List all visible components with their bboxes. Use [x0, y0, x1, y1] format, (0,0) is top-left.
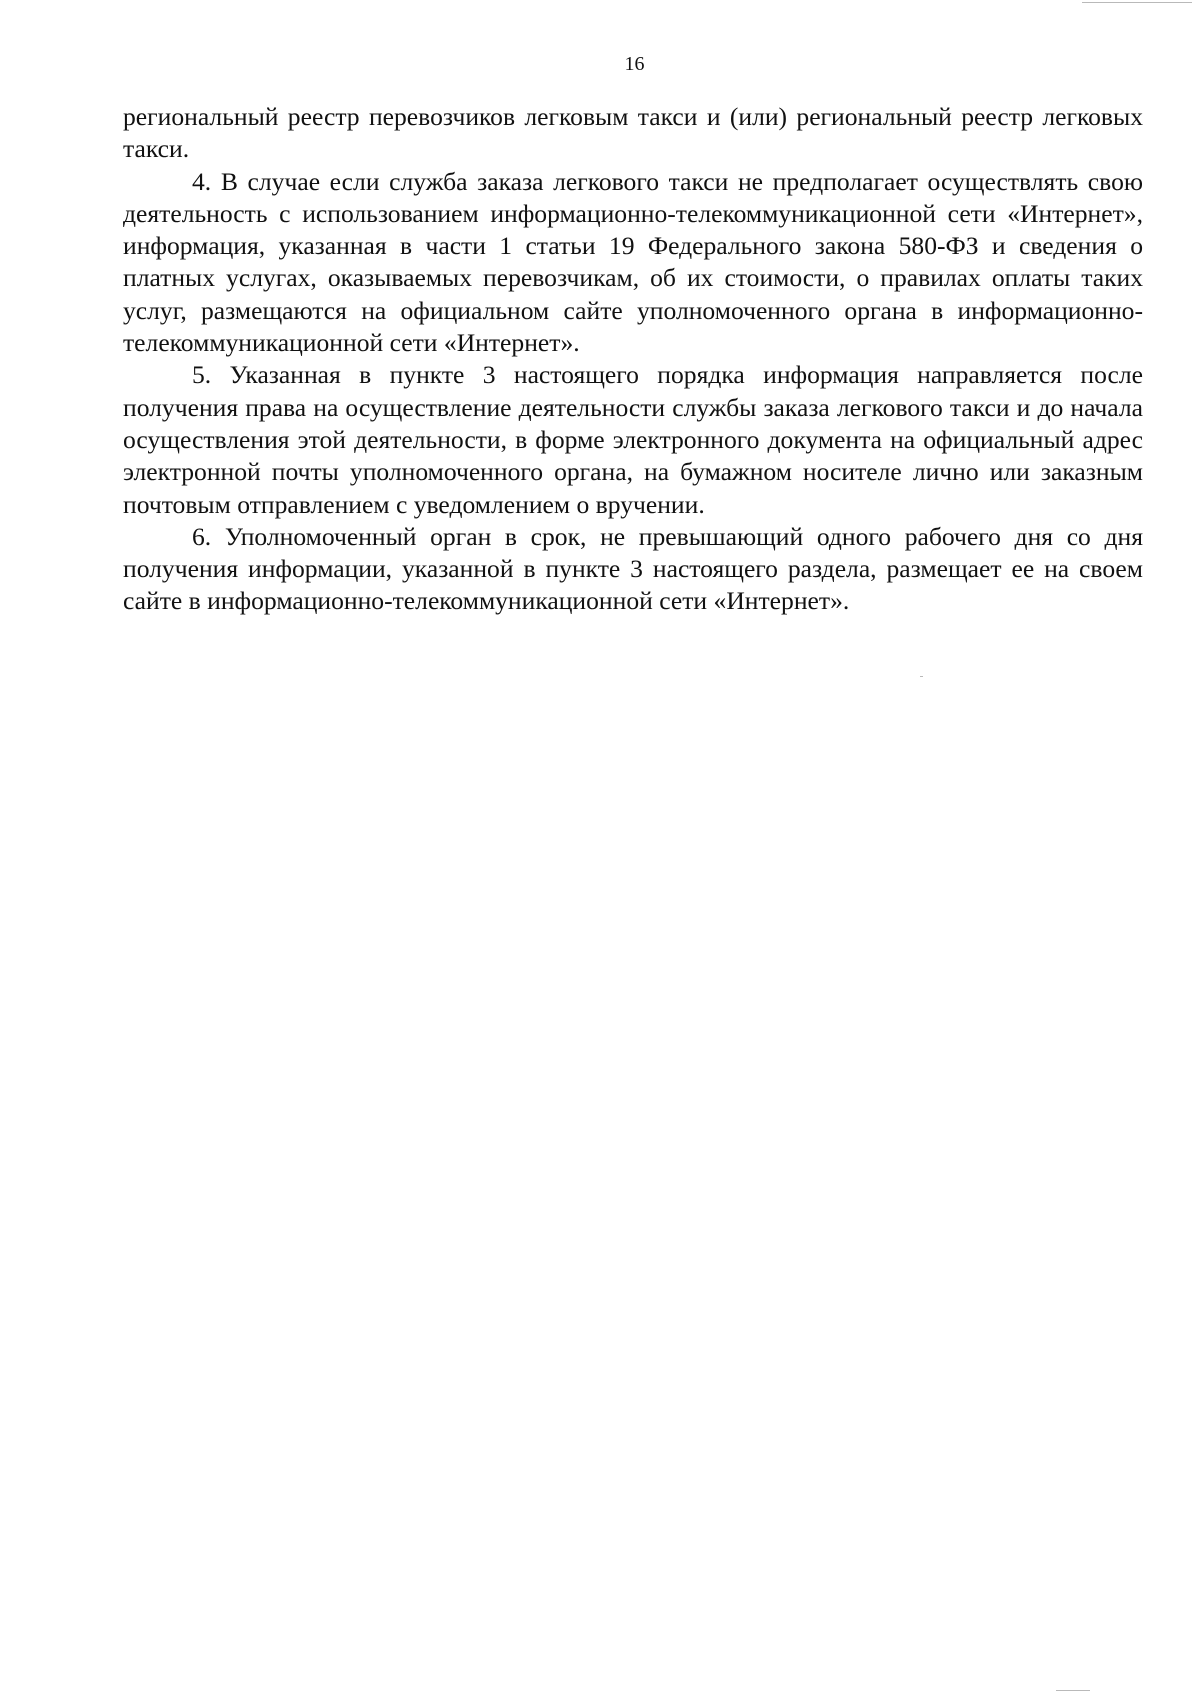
- paragraph-item-4: 4. В случае если служба заказа легкового такси не предполагает осуществлять свою деятельность с использованием информационно-телекоммуникационной сети «Интернет», информация, указанная в части 1 статьи 19 Федерального закона 580-ФЗ и сведения о платных услугах, оказываемых перевозчикам, об их стоимости, о правилах оплаты таких услуг, размещаются на официальном сайте уполномоченного органа в информационно-телекоммуникационной сети «Интернет».: [123, 166, 1143, 358]
- paragraph-item-5: 5. Указанная в пункте 3 настоящего порядка информация направляется после получения права на осуществление деятельности службы заказа легкового такси и до начала осуществления этой деятельности, в форме электронного документа на официальный адрес электронной почты уполномоченного органа, на бумажном носителе лично или заказным почтовым отправлением с уведомлением о вручении.: [123, 360, 1143, 519]
- paragraph-item-6: 6. Уполномоченный орган в срок, не превышающий одного рабочего дня со дня получения информации, указанной в пункте 3 настоящего раздела, размещает ее на своем сайте в информационно-телекоммуникационной сети «Интернет».: [123, 521, 1143, 616]
- scan-artifact-line: [1082, 2, 1192, 3]
- scan-artifact-line: [1056, 1690, 1090, 1691]
- page-number: 16: [624, 53, 645, 75]
- scan-artifact-dot: [920, 676, 923, 677]
- paragraph-continuation: региональный реестр перевозчиков легковым такси и (или) региональный реестр легковых такси.: [123, 102, 1143, 164]
- document-body: [123, 101, 1143, 618]
